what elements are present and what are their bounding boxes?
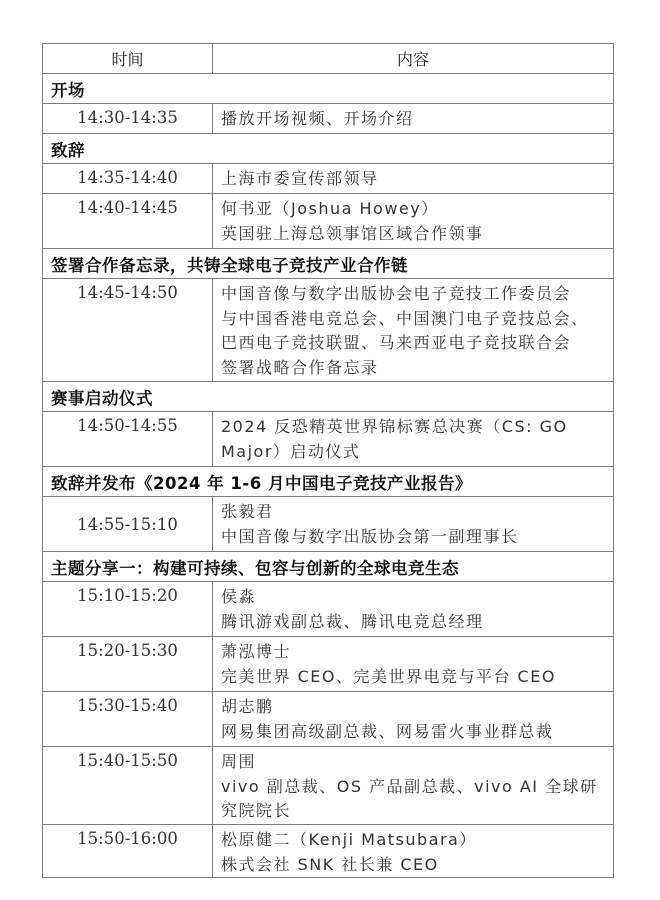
content-line: 中国音像与数字出版协会电子竞技工作委员会: [221, 284, 572, 303]
content-cell: [213, 497, 614, 552]
table-header-row: [43, 44, 614, 74]
content-line: 与中国香港电竞总会、中国澳门电子竞技总会、: [221, 308, 589, 328]
content-line: 中国音像与数字出版协会第一副理事长: [221, 526, 519, 546]
agenda-row: [43, 637, 614, 692]
content-cell: [213, 279, 614, 382]
section-title: 开场: [43, 74, 614, 104]
content-line: 网易集团高级副总裁、网易雷火事业群总裁: [221, 721, 554, 741]
section-title: 致辞: [43, 134, 614, 164]
section-row: [43, 134, 614, 164]
section-row: [43, 467, 614, 497]
content-line: 签署战略合作备忘录: [221, 357, 379, 377]
section-title: 主题分享一：构建可持续、包容与创新的全球电竞生态: [43, 552, 614, 582]
content-line: 萧泓博士: [221, 642, 292, 661]
time-cell: 15:40-15:50: [43, 747, 213, 825]
content-cell: [213, 582, 614, 637]
time-cell: 14:35-14:40: [43, 164, 213, 194]
content-line: 侯淼: [221, 587, 257, 606]
content-line: 松原健二（Kenji Matsubara）: [221, 830, 477, 849]
time-cell: 14:40-14:45: [43, 194, 213, 249]
agenda-row: [43, 497, 614, 552]
section-row: [43, 74, 614, 104]
section-title: 签署合作备忘录，共铸全球电子竞技产业合作链: [43, 249, 614, 279]
agenda-table: [42, 43, 614, 878]
time-cell: 14:50-14:55: [43, 412, 213, 467]
content-line: 上海市委宣传部领导: [221, 169, 379, 188]
header-time: 时间: [43, 44, 213, 74]
time-cell: 15:10-15:20: [43, 582, 213, 637]
time-cell: 15:20-15:30: [43, 637, 213, 692]
content-line: vivo 副总裁、OS 产品副总裁、vivo AI 全球研: [221, 776, 598, 796]
content-line: 株式会社 SNK 社长兼 CEO: [221, 854, 439, 874]
time-cell: 15:30-15:40: [43, 692, 213, 747]
time-cell: 14:45-14:50: [43, 279, 213, 382]
section-row: [43, 382, 614, 412]
time-cell: 15:50-16:00: [43, 825, 213, 878]
content-line: 胡志鹏: [221, 697, 274, 716]
content-line: 何书亚（Joshua Howey）: [221, 199, 439, 218]
content-cell: [213, 412, 614, 467]
content-cell: [213, 825, 614, 878]
content-line: 英国驻上海总领事馆区域合作领事: [221, 223, 484, 243]
content-cell: [213, 637, 614, 692]
agenda-row: [43, 825, 614, 878]
content-cell: [213, 692, 614, 747]
content-line: Major）启动仪式: [221, 441, 361, 461]
content-line: 究院院长: [221, 801, 292, 820]
agenda-row: [43, 692, 614, 747]
content-line: 腾讯游戏副总裁、腾讯电竞总经理: [221, 611, 484, 631]
content-cell: [213, 164, 614, 194]
agenda-row: [43, 747, 614, 825]
agenda-row: [43, 104, 614, 134]
time-cell: 14:30-14:35: [43, 104, 213, 134]
content-line: 周围: [221, 752, 257, 771]
section-title: 致辞并发布《2024 年 1-6 月中国电子竞技产业报告》: [43, 467, 614, 497]
content-cell: [213, 194, 614, 249]
section-row: [43, 249, 614, 279]
agenda-row: [43, 194, 614, 249]
section-row: [43, 552, 614, 582]
content-cell: [213, 747, 614, 825]
agenda-row: [43, 164, 614, 194]
content-cell: [213, 104, 614, 134]
section-title: 赛事启动仪式: [43, 382, 614, 412]
agenda-row: [43, 279, 614, 382]
content-line: 张毅君: [221, 502, 274, 521]
content-line: 巴西电子竞技联盟、马来西亚电子竞技联合会: [221, 333, 572, 352]
agenda-row: [43, 412, 614, 467]
content-line: 完美世界 CEO、完美世界电竞与平台 CEO: [221, 666, 556, 686]
content-line: 2024 反恐精英世界锦标赛总决赛（CS: GO: [221, 417, 568, 436]
content-line: 播放开场视频、开场介绍: [221, 109, 414, 128]
time-cell: 14:55-15:10: [43, 497, 213, 552]
agenda-row: [43, 582, 614, 637]
header-content: 内容: [213, 44, 614, 74]
